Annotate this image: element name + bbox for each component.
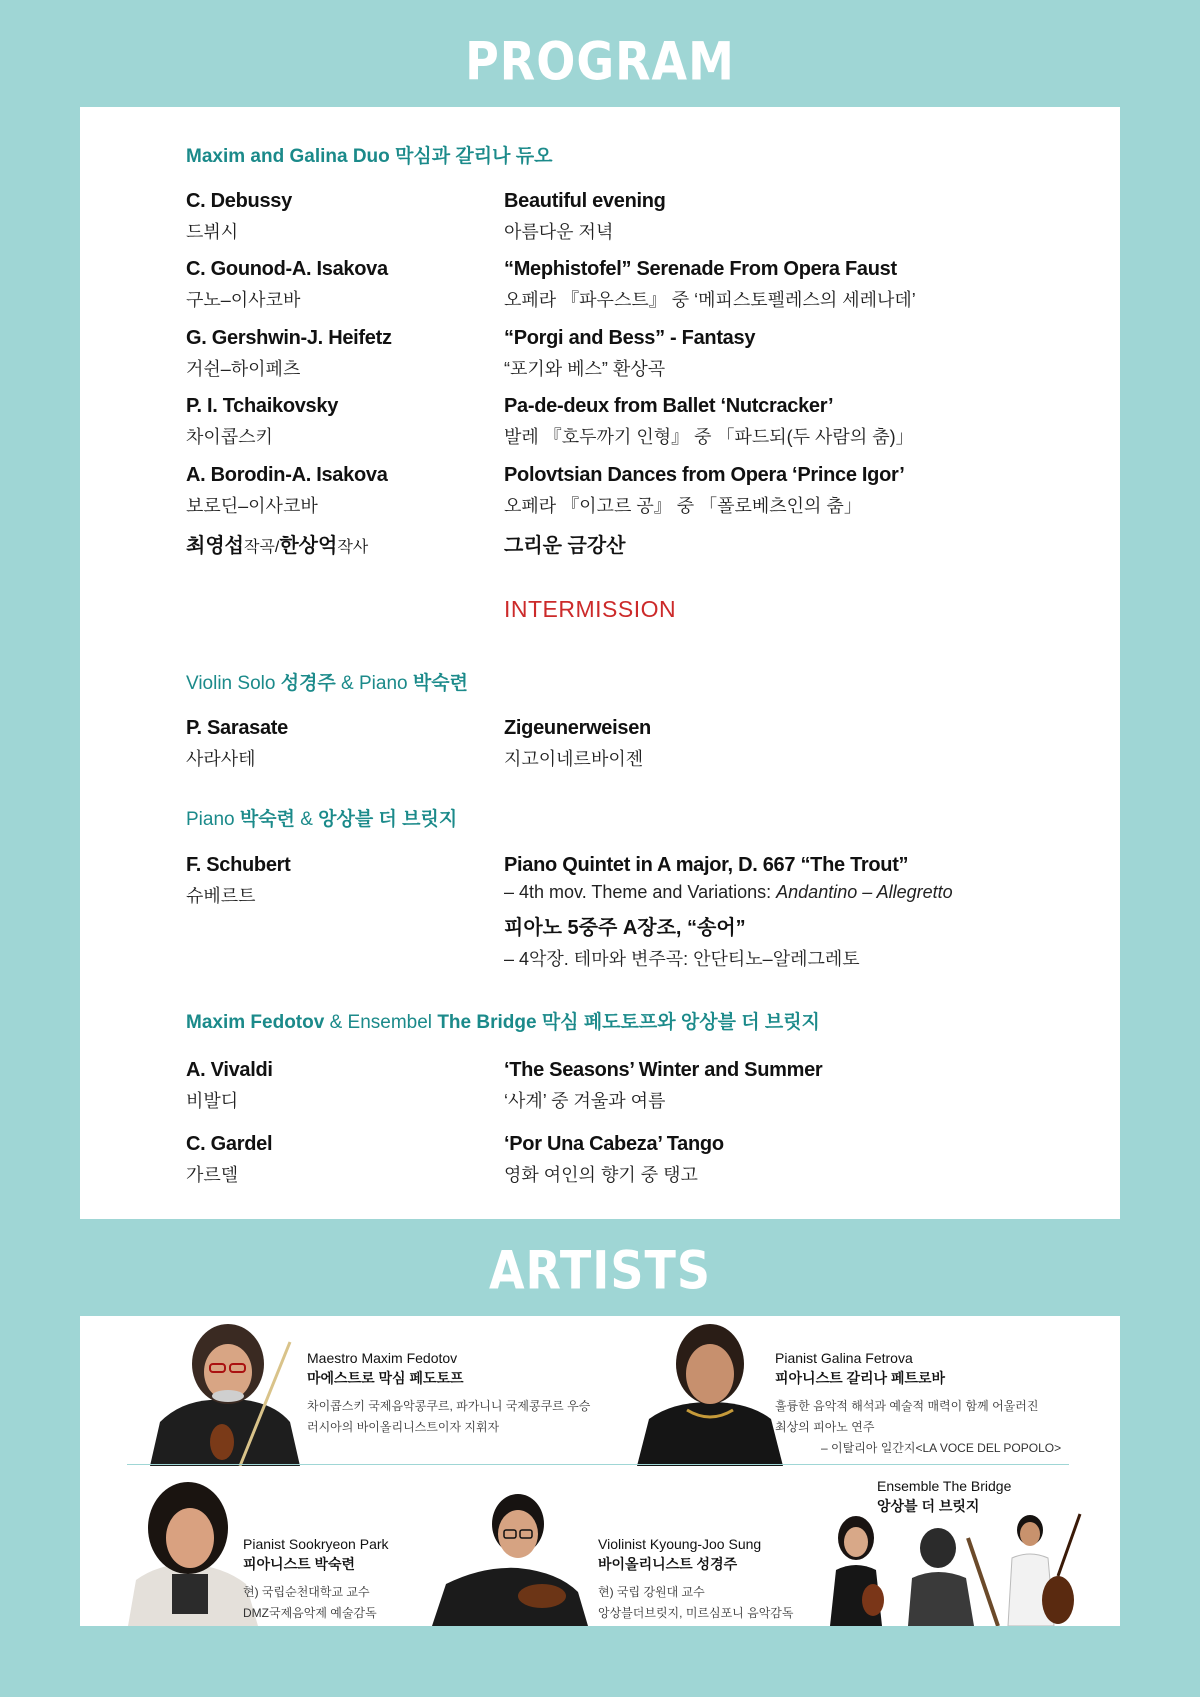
composer-block bbox=[186, 395, 338, 449]
work-ko: 오페라 『이고르 공』 중 「폴로베츠인의 춤」 bbox=[504, 496, 862, 516]
work-ko: 아름다운 저녁 bbox=[504, 222, 614, 242]
composer-role: 작곡 bbox=[243, 539, 275, 556]
work-block bbox=[504, 854, 953, 971]
work-block bbox=[504, 717, 651, 771]
work-block bbox=[504, 327, 755, 381]
composer-en: P. Sarasate bbox=[186, 717, 288, 739]
composer-block bbox=[186, 464, 388, 518]
composer-en: G. Gershwin-J. Heifetz bbox=[186, 327, 392, 349]
artists-divider bbox=[127, 1464, 1069, 1465]
work-en: ‘Por Una Cabeza’ Tango bbox=[504, 1133, 724, 1155]
work-en: Piano Quintet in A major, D. 667 “The Trout” bbox=[504, 854, 909, 876]
work-ko: 영화 여인의 향기 중 탱고 bbox=[504, 1165, 698, 1185]
artist-ensemble: Ensemble The Bridge 앙상블 더 브릿지 bbox=[877, 1478, 1012, 1514]
composer-block bbox=[186, 190, 292, 244]
composer-ko: 거쉰–하이페츠 bbox=[186, 359, 301, 379]
program-panel bbox=[80, 107, 1120, 1219]
composer-en: C. Debussy bbox=[186, 190, 292, 212]
work-en: Zigeunerweisen bbox=[504, 717, 651, 739]
artist-park: Pianist Sookryeon Park 피아니스트 박숙련 현) 국립순천대학교 교수 DMZ국제음악제 예술감독 bbox=[243, 1536, 389, 1620]
artist-fedotov: Maestro Maxim Fedotov 마에스트로 막심 페도토프 차이콥스키 국제음악콩쿠르, 파가니니 국제콩쿠르 우승 러시아의 바이올리니스트이자 지휘자 bbox=[307, 1350, 591, 1434]
composer-en: F. Schubert bbox=[186, 854, 291, 876]
work-block bbox=[504, 1133, 724, 1187]
work-korean-song: 그리운 금강산 bbox=[504, 535, 626, 557]
artist-fetrova: Pianist Galina Fetrova 피아니스트 갈리나 페트로바 훌륭한 음악적 해석과 예술적 매력이 함께 어울러진 최상의 피아노 연주 – 이탈리아 일간지<LA VOCE DEL POPOLO> bbox=[775, 1350, 1062, 1455]
galina-fetrova-photo bbox=[637, 1324, 783, 1466]
composer-ko: 보로딘–이사코바 bbox=[186, 496, 318, 516]
composer-block bbox=[186, 1059, 273, 1113]
composer-en: A. Borodin-A. Isakova bbox=[186, 464, 388, 486]
composer-en: P. I. Tchaikovsky bbox=[186, 395, 339, 417]
work-ko: “포기와 베스” 환상곡 bbox=[504, 359, 666, 379]
composer-block bbox=[186, 258, 388, 312]
movement-ko: – 4악장. 테마와 변주곡: 안단티노–알레그레토 bbox=[504, 949, 860, 969]
composer-ko: 비발디 bbox=[186, 1091, 239, 1111]
composer-ko: 슈베르트 bbox=[186, 886, 256, 906]
work-ko: 발레 『호두까기 인형』 중 「파드되(두 사람의 춤)」 bbox=[504, 427, 914, 447]
composer-block bbox=[186, 854, 291, 908]
work-en: “Porgi and Bess” - Fantasy bbox=[504, 327, 756, 349]
composer-ko: 가르델 bbox=[186, 1165, 239, 1185]
composer-block bbox=[186, 1133, 272, 1187]
work-ko: ‘사계’ 중 겨울과 여름 bbox=[504, 1091, 666, 1111]
section-title-duo: Maxim and Galina Duo 막심과 갈리나 듀오 bbox=[186, 146, 553, 167]
composer-block bbox=[186, 327, 392, 381]
program-heading: PROGRAM bbox=[465, 29, 735, 93]
composer-ko: 구노–이사코바 bbox=[186, 290, 301, 310]
work-ko-large: 피아노 5중주 A장조, “송어” bbox=[504, 917, 746, 939]
section-title-fedotov-bridge: Maxim Fedotov & Ensembel The Bridge 막심 페도토프와 앙상블 더 브릿지 bbox=[186, 1012, 820, 1033]
kyoung-joo-sung-photo bbox=[422, 1488, 594, 1626]
section-title-violin-solo: Violin Solo 성경주 & Piano 박숙련 bbox=[186, 673, 468, 694]
composer-name: 최영섭 bbox=[186, 535, 244, 557]
movement-en: – 4th mov. Theme and Variations: Andantino – Allegretto bbox=[504, 882, 953, 902]
maxim-fedotov-photo bbox=[150, 1322, 300, 1466]
composer-ko: 드뷔시 bbox=[186, 222, 239, 242]
artists-heading: ARTISTS bbox=[488, 1238, 712, 1302]
work-ko: 지고이네르바이젠 bbox=[504, 749, 644, 769]
work-block bbox=[504, 1059, 822, 1113]
composer-en: A. Vivaldi bbox=[186, 1059, 273, 1081]
work-block bbox=[504, 395, 914, 449]
lyricist-name: 한상억 bbox=[279, 535, 338, 557]
lyricist-role: 작사 bbox=[337, 539, 369, 556]
section-title-piano-ensemble: Piano 박숙련 & 앙상블 더 브릿지 bbox=[186, 809, 458, 830]
work-en: Polovtsian Dances from Opera ‘Prince Igor’ bbox=[504, 464, 905, 486]
sookryeon-park-photo bbox=[128, 1480, 258, 1626]
work-block bbox=[504, 464, 905, 518]
composer-ko: 차이콥스키 bbox=[186, 427, 273, 447]
work-block bbox=[504, 190, 666, 244]
work-en: Pa-de-deux from Ballet ‘Nutcracker’ bbox=[504, 395, 834, 417]
artist-sung: Violinist Kyoung-Joo Sung 바이올리니스트 성경주 현) 국립 강원대 교수 앙상블더브릿지, 미르심포니 음악감독 bbox=[598, 1536, 794, 1620]
work-en: “Mephistofel” Serenade From Opera Faust bbox=[504, 258, 897, 280]
composer-block bbox=[186, 717, 288, 771]
composer-ko: 사라사테 bbox=[186, 749, 256, 769]
composer-en: C. Gardel bbox=[186, 1133, 273, 1155]
ensemble-bridge-photo bbox=[818, 1508, 1090, 1626]
composer-en: C. Gounod-A. Isakova bbox=[186, 258, 388, 280]
work-en: ‘The Seasons’ Winter and Summer bbox=[504, 1059, 823, 1081]
artists-panel bbox=[80, 1316, 1120, 1626]
work-block bbox=[504, 258, 916, 312]
work-en: Beautiful evening bbox=[504, 190, 666, 212]
intermission-label: INTERMISSION bbox=[504, 596, 677, 622]
separator: / bbox=[274, 539, 280, 556]
composer-korean-song bbox=[186, 529, 368, 558]
work-ko: 오페라 『파우스트』 중 ‘메피스토펠레스의 세레나데’ bbox=[504, 290, 916, 310]
